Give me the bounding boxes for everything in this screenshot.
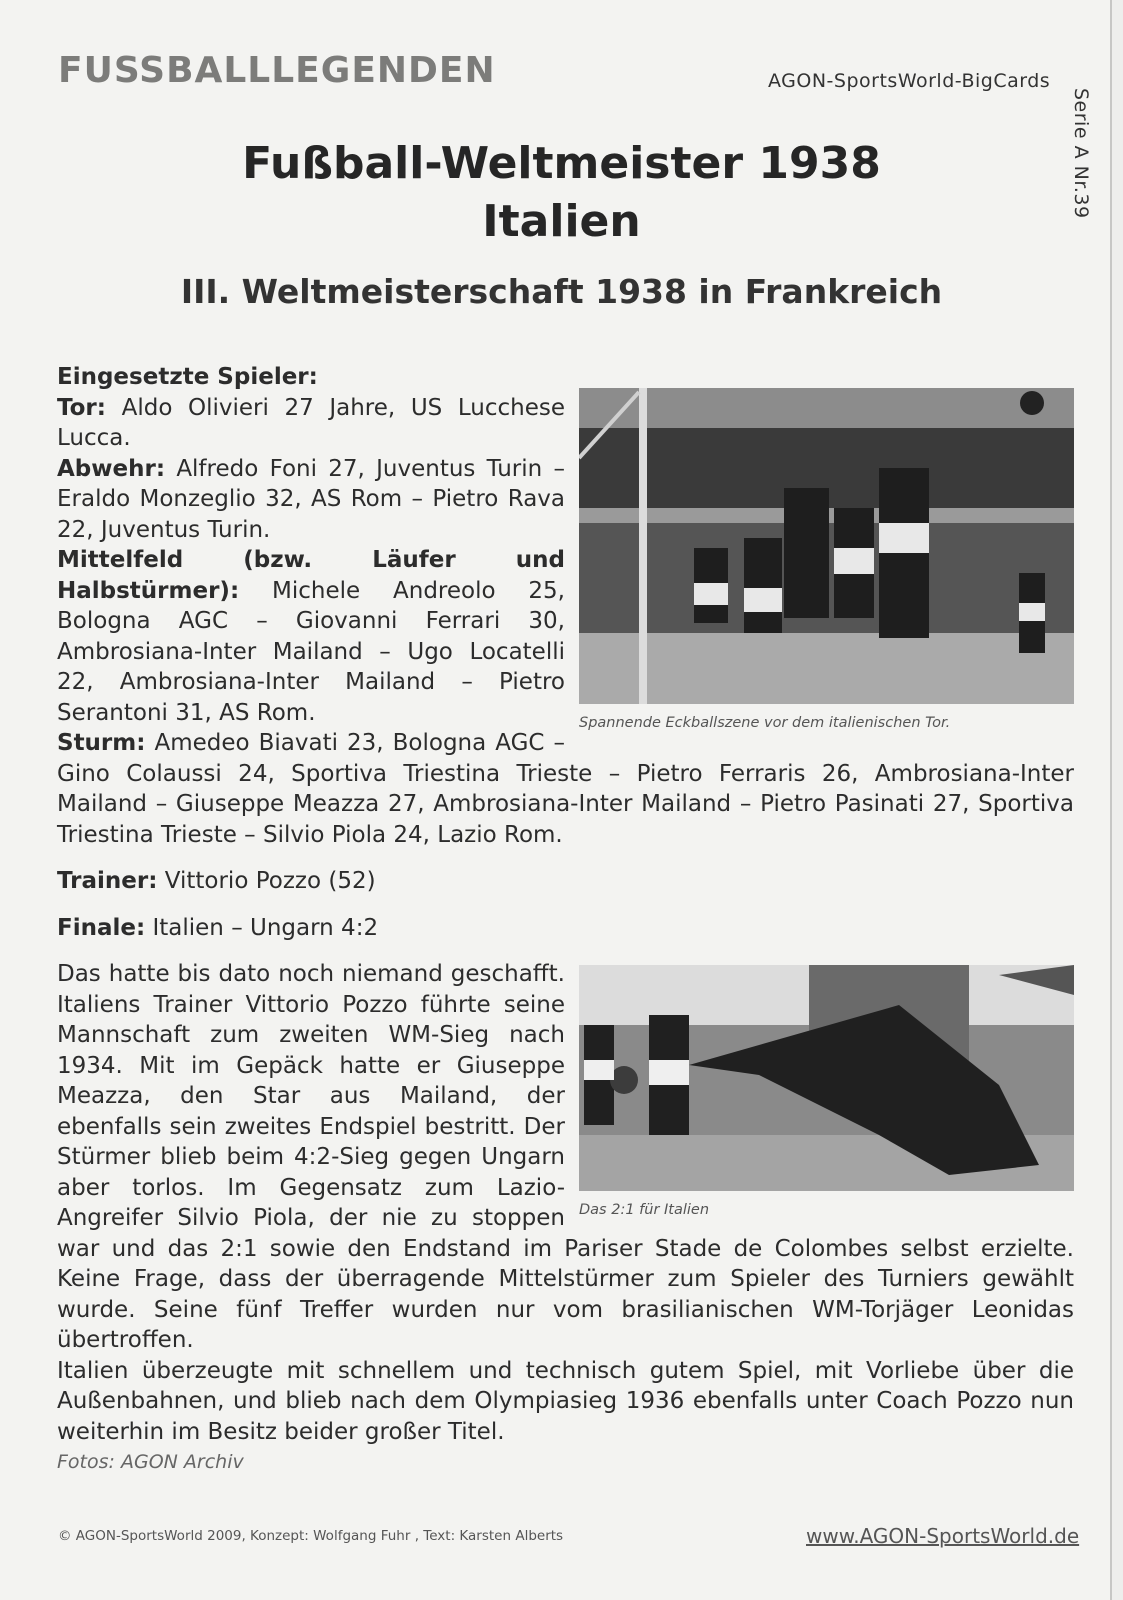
story-paragraph-2: Italien überzeugte mit schnellem und technisch gutem Spiel, mit Vorliebe über die Außenbahnen, und blieb nach dem Olympiasieg 1936 ebenfalls unter Coach Pozzo nun weiterhin im Besitz beider großer Titel. <box>57 1357 1074 1445</box>
trainer-label: Trainer: <box>57 868 158 894</box>
photo-corner-scene <box>579 388 1074 753</box>
page-title-country: Italien <box>482 196 641 247</box>
finale-value: Italien – Ungarn 4:2 <box>152 914 379 941</box>
website-link[interactable]: www.AGON-SportsWorld.de <box>806 1524 1080 1548</box>
trainer-line <box>57 866 1074 897</box>
photo-goal-scene <box>579 965 1074 1230</box>
card-body <box>57 362 1074 1478</box>
abwehr-text: Alfredo Foni 27, Juventus Turin – Eraldo Monzeglio 32, AS Rom – Pietro Rava 22, Juventus Turin. <box>57 455 566 543</box>
tor-label: Tor: <box>57 394 106 421</box>
photo-caption: Das 2:1 für Italien <box>579 1202 710 1218</box>
serie-number: Serie A Nr.39 <box>1070 88 1092 219</box>
sturm-text: Amedeo Biavati 23, Bologna AGC – Gino Colaussi 24, Sportiva Triestina Trieste – Pietro Ferraris 26, Ambrosiana-Inter Mailand – Giuseppe Meazza 27, Ambrosiana-Inter Mailand – Pietro Pasinati 27, Sportiva Triestina Trieste – Silvio Piola 24, Lazio Rom. <box>57 730 1074 848</box>
story-paragraph-1: Das hatte bis dato noch niemand geschafft. Italiens Trainer Vittorio Pozzo führte seine Mannschaft zum zweiten WM-Sieg nach 1934. Mit im Gepäck hatte er Giuseppe Meazza, den Star aus Mailand, der ebenfalls sein zweites Endspiel bestritt. Der Stürmer blieb beim 4:2-Sieg gegen Ungarn aber torlos. Im Gegensatz zum Lazio-Angreifer Silvio Piola, der nie zu stoppen war und das 2:1 sowie den Endstand im Pariser Stade de Colombes selbst erzielte. Keine Frage, dass der überragende Mittelstürmer zum Spieler des Turniers gewählt wurde. Seine fünf Treffer wurden nur vom brasilianischen WM-Torjäger Leonidas übertroffen. <box>57 961 1074 1353</box>
sturm-label: Sturm: <box>57 730 146 756</box>
tor-text: Aldo Olivieri 27 Jahre, US Lucchese Lucca. <box>57 394 565 451</box>
photo-image <box>579 388 1074 704</box>
page-subtitle: III. Weltmeisterschaft 1938 in Frankreich <box>180 272 943 311</box>
brand-logo: FUSSBALLLEGENDEN <box>58 50 496 91</box>
photo-credit: Fotos: AGON Archiv <box>57 1451 244 1473</box>
copyright-note: © AGON-SportsWorld 2009, Konzept: Wolfgang Fuhr , Text: Karsten Alberts <box>58 1528 564 1544</box>
mittelfeld-label: Mittelfeld (bzw. Läufer und Halbstürmer): <box>57 547 565 604</box>
photo-image <box>579 965 1074 1191</box>
finale-line <box>57 913 1074 944</box>
finale-label: Finale: <box>57 914 146 941</box>
series-label: AGON-SportsWorld-BigCards <box>768 70 1051 92</box>
photo-caption: Spannende Eckballszene vor dem italienischen Tor. <box>579 715 951 731</box>
mittelfeld-text: Michele Andreolo 25, Bologna AGC – Giovanni Ferrari 30, Ambrosiana-Inter Mailand – Ugo Locatelli 22, Ambrosiana-Inter Mailand – Pietro Serantoni 31, AS Rom. <box>57 577 565 726</box>
players-heading: Eingesetzte Spieler: <box>57 364 318 390</box>
abwehr-label: Abwehr: <box>57 455 166 482</box>
trainer-value: Vittorio Pozzo (52) <box>164 868 376 894</box>
page-title: Fußball-Weltmeister 1938 <box>242 138 881 189</box>
